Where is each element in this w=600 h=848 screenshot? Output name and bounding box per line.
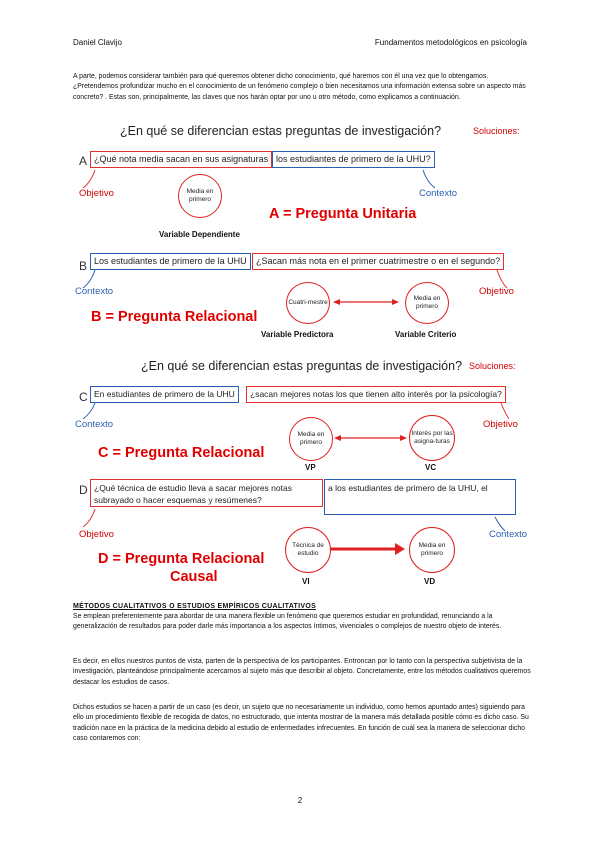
slide-1-solutions: Soluciones: [473,126,520,136]
question-c-vp-label: VP [305,463,316,472]
question-d-vi-label: VI [302,577,310,586]
question-b-predictor-label: Variable Predictora [261,330,334,339]
question-a-letter: A [79,154,88,168]
question-b-letter: B [79,259,88,273]
question-c-vp-circle: Media en primero [289,417,333,461]
slide-1-title: ¿En qué se diferencian estas preguntas de investigación? [120,124,442,138]
slide-2 [73,355,533,593]
question-d-vi-circle: Técnica de estudio [285,527,331,573]
slide-2-title: ¿En qué se diferencian estas preguntas de investigación? [141,359,463,373]
question-a-label-objetivo: Objetivo [79,188,114,199]
question-d-objective-line1: ¿Qué técnica de estudio lleva a sacar mejores notas [94,483,292,493]
page-number: 2 [297,796,303,805]
question-d-answer-line1: D = Pregunta Relacional [98,551,265,567]
question-d-context-box: a los estudiantes de primero de la UHU, el [324,479,516,515]
question-a-context-box: los estudiantes de primero de la UHU? [272,151,435,168]
question-a-answer: A = Pregunta Unitaria [269,206,417,222]
question-c-context-box: En estudiantes de primero de la UHU [90,386,239,403]
question-d-vd-circle: Media en primero [409,527,455,573]
question-d-vd-label: VD [424,577,436,586]
question-d-label-objetivo: Objetivo [79,529,114,540]
question-a-objective-box: ¿Qué nota media sacan en sus asignaturas [90,151,272,168]
question-d-label-contexto: Contexto [489,529,528,540]
question-a-variable-circle: Media en primero [178,174,222,218]
question-a-label-contexto: Contexto [419,188,458,199]
question-b-criterion-label: Variable Criterio [395,330,457,339]
question-c-objective-box: ¿sacan mejores notas los que tienen alto interés por la psicología? [246,386,506,403]
section-paragraph-2: Es decir, en ellos nuestros puntos de vista, parten de la perspectiva de los participantes. Entroncan por lo tanto con la perspectiva subjetivista de la investigación, planteándose principalmente acercarnos al sujeto más que describir al objeto. Concretamente, entre los métodos cualitativos queremos destacar los estudios de casos. [73,658,531,686]
question-d-objective-line2: subrayado o hacer esquemas y resúmenes? [94,495,262,505]
question-d-answer-line2: Causal [170,569,218,585]
section-paragraph-3: Dichos estudios se hacen a partir de un caso (es decir, un sujeto que no necesariamente un individuo, como hemos apuntado antes) siguiendo para ello un procedimiento flexible de recogida de datos, no estructurado, que intenta mostrar de la manera más detallada posible cómo es dicho caso. Su tradición nace en la práctica de la medicina debido al estudio de enfermedades infrecuentes. En función de cuál sea la manera de seleccionar dicho caso contaremos con: [73,704,529,742]
question-c-answer: C = Pregunta Relacional [98,445,265,461]
question-c-letter: C [79,390,88,404]
slide-2-solutions: Soluciones: [469,361,516,371]
question-c-vc-label: VC [425,463,437,472]
section-title: MÉTODOS CUALITATIVOS O ESTUDIOS EMPÍRICOS CUALITATIVOS [73,603,317,610]
question-b-label-contexto: Contexto [75,286,114,297]
question-b-predictor-circle: Cuatri-mestre [286,282,330,324]
question-c-label-objetivo: Objetivo [483,419,518,430]
section-paragraph-1: Se emplean preferentemente para abordar de una manera flexible un fenómeno que queremos estudiar en profundidad, renunciando a la generalización de resultados para poder darle más importancia a los aspectos íntimos, vivenciales o complejos de nuestro objeto de interés. [73,613,502,631]
header-author: Daniel Clavijo [73,38,122,47]
question-b-label-objetivo: Objetivo [479,286,514,297]
question-b-answer: B = Pregunta Relacional [91,309,258,325]
intro-paragraph: A parte, podemos considerar también para qué queremos obtener dicho conocimiento, qué haremos con él una vez que lo obtengamos. ¿Pretendemos profundizar mucho en el conocimiento de un fenómeno complejo o bien necesitamos una información extensa sobre un aspecto más concreto? . Estas son, principalmente, las claves que nos harán optar por uno u otro método, como explicamos a continuación. [73,73,526,101]
header-subject: Fundamentos metodológicos en psicología [374,38,527,47]
question-c-label-contexto: Contexto [75,419,114,430]
slide-1 [73,120,533,346]
question-a-variable-label: Variable Dependiente [159,230,240,239]
question-b-context-box: Los estudiantes de primero de la UHU [90,253,251,270]
question-c-vc-circle: Interés por las asigna-turas [409,415,455,461]
question-b-criterion-circle: Media en primero [405,282,449,324]
question-d-letter: D [79,483,88,497]
question-b-objective-box: ¿Sacan más nota en el primer cuatrimestre o en el segundo? [252,253,504,270]
